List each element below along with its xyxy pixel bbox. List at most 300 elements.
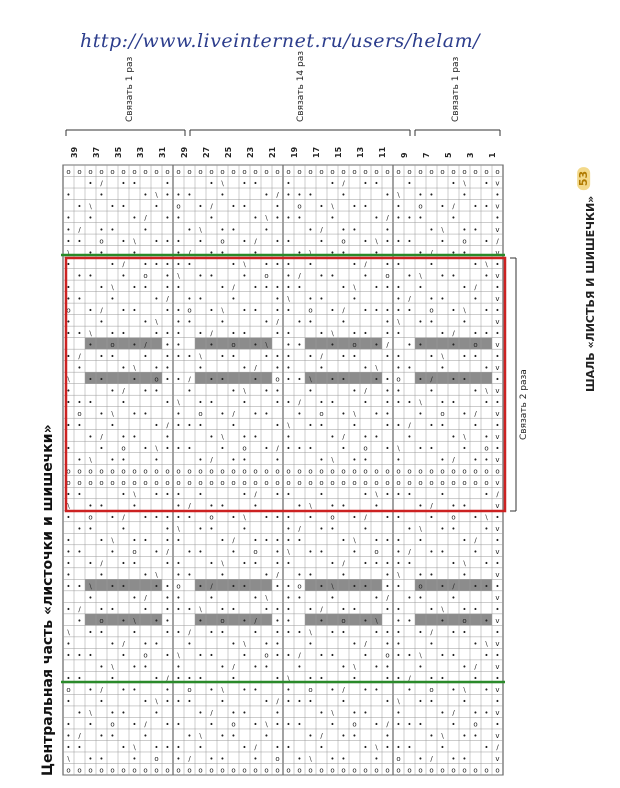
stitch-symbol: • <box>176 663 181 672</box>
stitch-symbol: • <box>187 260 192 269</box>
stitch-symbol: o <box>418 467 423 476</box>
stitch-symbol: • <box>264 283 269 292</box>
stitch-symbol: o <box>121 168 126 177</box>
stitch-symbol: • <box>396 617 401 626</box>
stitch-symbol: • <box>385 386 390 395</box>
stitch-symbol: o <box>396 478 401 487</box>
stitch-symbol: • <box>154 386 159 395</box>
stitch-symbol: • <box>462 501 467 510</box>
stitch-symbol: \ <box>243 386 246 395</box>
stitch-symbol: • <box>165 582 170 591</box>
stitch-symbol: • <box>385 375 390 384</box>
stitch-symbol: o <box>451 766 456 775</box>
stitch-symbol: • <box>418 663 423 672</box>
stitch-symbol: v <box>495 755 500 764</box>
stitch-symbol: • <box>286 720 291 729</box>
stitch-symbol: o <box>429 168 434 177</box>
stitch-symbol: \ <box>89 709 92 718</box>
stitch-symbol: o <box>484 467 489 476</box>
stitch-symbol: • <box>440 363 445 372</box>
stitch-symbol: o <box>264 271 269 280</box>
stitch-symbol: • <box>319 674 324 683</box>
stitch-symbol: / <box>100 179 103 188</box>
stitch-symbol: • <box>341 501 346 510</box>
row-number: 9 <box>400 152 409 158</box>
stitch-symbol: o <box>66 306 71 315</box>
stitch-symbol: • <box>319 525 324 533</box>
stitch-symbol: o <box>231 168 236 177</box>
stitch-symbol: • <box>209 306 214 315</box>
stitch-symbol: \ <box>287 421 290 430</box>
stitch-symbol: • <box>176 720 181 729</box>
stitch-symbol: o <box>297 766 302 775</box>
stitch-symbol: • <box>231 386 236 395</box>
stitch-symbol: \ <box>155 191 158 200</box>
stitch-symbol: • <box>121 743 126 752</box>
stitch-symbol: • <box>319 617 324 626</box>
stitch-symbol: • <box>308 386 313 395</box>
stitch-symbol: o <box>231 766 236 775</box>
stitch-symbol: • <box>352 605 357 614</box>
stitch-symbol: v <box>495 409 500 418</box>
stitch-symbol: • <box>495 536 500 545</box>
stitch-symbol: / <box>474 409 477 418</box>
stitch-symbol: o <box>374 168 379 177</box>
stitch-symbol: • <box>99 571 104 580</box>
stitch-symbol: • <box>429 294 434 303</box>
stitch-symbol: o <box>385 478 390 487</box>
stitch-symbol: • <box>275 536 280 545</box>
stitch-symbol: o <box>198 766 203 775</box>
stitch-symbol: • <box>286 444 291 453</box>
stitch-symbol: • <box>231 582 236 591</box>
stitch-symbol: v <box>495 317 500 326</box>
stitch-symbol: • <box>396 455 401 464</box>
stitch-symbol: • <box>66 720 71 729</box>
stitch-symbol: • <box>352 732 357 741</box>
row-number: 23 <box>246 146 255 158</box>
stitch-symbol: • <box>88 271 93 280</box>
stitch-symbol: o <box>187 686 192 695</box>
stitch-symbol: \ <box>441 352 444 361</box>
stitch-symbol: • <box>297 248 302 257</box>
stitch-symbol: • <box>165 490 170 499</box>
stitch-symbol: • <box>451 651 456 660</box>
stitch-symbol: • <box>363 202 368 211</box>
stitch-symbol: • <box>143 283 148 292</box>
stitch-symbol: • <box>440 294 445 303</box>
stitch-symbol: \ <box>243 513 246 522</box>
stitch-symbol: o <box>418 478 423 487</box>
stitch-symbol: • <box>385 283 390 292</box>
stitch-symbol: • <box>209 594 214 603</box>
stitch-symbol: • <box>495 191 500 200</box>
stitch-symbol: • <box>66 536 71 545</box>
stitch-symbol: • <box>132 720 137 729</box>
stitch-symbol: • <box>495 283 500 292</box>
stitch-symbol: • <box>187 317 192 326</box>
stitch-symbol: o <box>330 513 335 522</box>
stitch-symbol: o <box>418 582 423 591</box>
stitch-symbol: • <box>330 686 335 695</box>
stitch-symbol: v <box>495 732 500 741</box>
stitch-symbol: / <box>232 283 235 292</box>
stitch-symbol: • <box>330 271 335 280</box>
page-header-title: ШАЛЬ «ЛИСТЬЯ И ШИШЕЧКИ» <box>584 195 597 392</box>
stitch-symbol: • <box>99 536 104 545</box>
stitch-symbol: • <box>242 686 247 695</box>
stitch-symbol: • <box>88 525 93 533</box>
stitch-symbol: • <box>176 490 181 499</box>
stitch-symbol: • <box>165 605 170 614</box>
stitch-symbol: • <box>473 732 478 741</box>
stitch-symbol: • <box>198 617 203 626</box>
stitch-symbol: • <box>440 582 445 591</box>
stitch-symbol: • <box>176 214 181 223</box>
stitch-symbol: \ <box>419 398 422 407</box>
stitch-symbol: \ <box>331 329 334 338</box>
stitch-symbol: • <box>451 340 456 349</box>
stitch-symbol: • <box>308 225 313 234</box>
stitch-symbol: • <box>176 743 181 752</box>
stitch-symbol: • <box>495 674 500 683</box>
stitch-symbol: • <box>165 720 170 729</box>
stitch-symbol: • <box>143 571 148 580</box>
stitch-symbol: o <box>198 478 203 487</box>
stitch-symbol: o <box>352 720 357 729</box>
stitch-symbol: • <box>330 306 335 315</box>
stitch-symbol: • <box>462 225 467 234</box>
stitch-symbol: o <box>110 467 115 476</box>
stitch-symbol: • <box>374 559 379 568</box>
stitch-symbol: \ <box>133 743 136 752</box>
stitch-symbol: • <box>396 605 401 614</box>
stitch-symbol: • <box>121 651 126 660</box>
stitch-symbol: • <box>187 548 192 557</box>
stitch-symbol: • <box>308 294 313 303</box>
stitch-symbol: \ <box>419 271 422 280</box>
stitch-symbol: • <box>385 329 390 338</box>
stitch-symbol: • <box>88 214 93 223</box>
stitch-symbol: • <box>176 755 181 764</box>
stitch-symbol: • <box>374 179 379 188</box>
stitch-symbol: • <box>429 697 434 706</box>
stitch-symbol: o <box>473 467 478 476</box>
stitch-symbol: / <box>430 501 433 510</box>
stitch-symbol: / <box>254 490 257 499</box>
stitch-symbol: • <box>253 375 258 384</box>
stitch-symbol: • <box>418 283 423 292</box>
stitch-symbol: • <box>495 398 500 407</box>
stitch-symbol: o <box>440 409 445 418</box>
stitch-symbol: • <box>341 755 346 764</box>
stitch-symbol: • <box>264 640 269 649</box>
stitch-symbol: / <box>298 271 301 280</box>
stitch-symbol: • <box>198 237 203 246</box>
stitch-symbol: • <box>176 317 181 326</box>
stitch-symbol: o <box>407 168 412 177</box>
stitch-symbol: • <box>242 306 247 315</box>
stitch-symbol: / <box>210 455 213 464</box>
stitch-symbol: • <box>495 329 500 338</box>
stitch-symbol: • <box>495 421 500 430</box>
stitch-symbol: \ <box>309 755 312 764</box>
stitch-symbol: • <box>253 283 258 292</box>
stitch-symbol: v <box>495 432 500 441</box>
stitch-symbol: • <box>187 605 192 614</box>
stitch-symbol: • <box>66 444 71 453</box>
stitch-symbol: • <box>209 214 214 223</box>
stitch-symbol: • <box>132 686 137 695</box>
stitch-symbol: • <box>165 306 170 315</box>
stitch-symbol: • <box>352 582 357 591</box>
stitch-symbol: • <box>473 582 478 591</box>
stitch-symbol: • <box>176 237 181 246</box>
shaded-band <box>195 372 272 384</box>
stitch-symbol: v <box>495 525 500 533</box>
stitch-symbol: • <box>286 536 291 545</box>
stitch-symbol: • <box>407 559 412 568</box>
stitch-symbol: • <box>286 352 291 361</box>
stitch-symbol: • <box>385 640 390 649</box>
stitch-symbol: / <box>188 375 191 384</box>
stitch-symbol: • <box>286 271 291 280</box>
stitch-symbol: • <box>374 536 379 545</box>
stitch-symbol: • <box>385 732 390 741</box>
stitch-symbol: o <box>66 686 71 695</box>
stitch-symbol: \ <box>441 605 444 614</box>
stitch-symbol: • <box>484 686 489 695</box>
stitch-symbol: • <box>429 386 434 395</box>
stitch-symbol: o <box>154 375 159 384</box>
stitch-symbol: / <box>474 536 477 545</box>
stitch-symbol: • <box>385 409 390 418</box>
stitch-symbol: o <box>77 467 82 476</box>
stitch-symbol: • <box>341 444 346 453</box>
stitch-symbol: / <box>408 548 411 557</box>
stitch-symbol: / <box>408 421 411 430</box>
stitch-symbol: • <box>132 432 137 441</box>
stitch-symbol: • <box>220 755 225 764</box>
stitch-symbol: / <box>364 260 367 269</box>
stitch-symbol: • <box>88 686 93 695</box>
stitch-symbol: • <box>275 294 280 303</box>
stitch-symbol: • <box>440 329 445 338</box>
stitch-symbol: / <box>298 525 301 533</box>
stitch-symbol: o <box>88 467 93 476</box>
stitch-symbol: / <box>122 640 125 649</box>
stitch-symbol: • <box>77 202 82 211</box>
stitch-symbol: • <box>407 651 412 660</box>
stitch-symbol: • <box>396 260 401 269</box>
stitch-symbol: • <box>143 605 148 614</box>
stitch-symbol: • <box>286 306 291 315</box>
stitch-symbol: o <box>110 720 115 729</box>
stitch-symbol: • <box>165 283 170 292</box>
stitch-symbol: • <box>242 525 247 533</box>
stitch-symbol: • <box>110 329 115 338</box>
stitch-symbol: • <box>209 525 214 533</box>
stitch-symbol: • <box>275 202 280 211</box>
stitch-symbol: • <box>418 501 423 510</box>
stitch-symbol: • <box>286 214 291 223</box>
stitch-symbol: o <box>132 467 137 476</box>
stitch-symbol: o <box>451 478 456 487</box>
row-number: 15 <box>334 146 343 158</box>
stitch-symbol: • <box>165 329 170 338</box>
stitch-symbol: • <box>110 709 115 718</box>
stitch-symbol: • <box>396 202 401 211</box>
stitch-symbol: • <box>154 582 159 591</box>
stitch-symbol: • <box>374 720 379 729</box>
stitch-symbol: o <box>220 766 225 775</box>
stitch-symbol: \ <box>221 179 224 188</box>
stitch-symbol: o <box>330 766 335 775</box>
stitch-symbol: o <box>297 478 302 487</box>
stitch-symbol: • <box>418 594 423 603</box>
stitch-symbol: • <box>396 490 401 499</box>
stitch-symbol: • <box>396 421 401 430</box>
stitch-symbol: • <box>77 294 82 303</box>
stitch-symbol: • <box>286 363 291 372</box>
stitch-symbol: • <box>154 421 159 430</box>
stitch-symbol: • <box>385 421 390 430</box>
repeat-label-top-left: Связать 1 раз <box>125 56 135 122</box>
stitch-symbol: • <box>231 329 236 338</box>
stitch-symbol: • <box>429 317 434 326</box>
stitch-symbol: • <box>429 444 434 453</box>
stitch-symbol: o <box>495 766 500 775</box>
stitch-symbol: • <box>330 501 335 510</box>
stitch-symbol: • <box>484 455 489 464</box>
stitch-symbol: o <box>363 766 368 775</box>
stitch-symbol: / <box>342 179 345 188</box>
stitch-symbol: • <box>484 271 489 280</box>
stitch-symbol: • <box>77 674 82 683</box>
stitch-symbol: • <box>308 674 313 683</box>
stitch-symbol: o <box>440 478 445 487</box>
stitch-symbol: • <box>99 501 104 510</box>
stitch-symbol: • <box>66 294 71 303</box>
stitch-symbol: • <box>374 686 379 695</box>
stitch-symbol: \ <box>67 375 70 384</box>
stitch-symbol: \ <box>133 237 136 246</box>
stitch-symbol: • <box>176 248 181 257</box>
stitch-symbol: o <box>473 766 478 775</box>
stitch-symbol: o <box>319 168 324 177</box>
stitch-symbol: • <box>99 317 104 326</box>
stitch-symbol: • <box>484 432 489 441</box>
stitch-symbol: • <box>308 571 313 580</box>
stitch-symbol: • <box>484 559 489 568</box>
stitch-symbol: • <box>264 571 269 580</box>
stitch-symbol: • <box>396 363 401 372</box>
stitch-symbol: v <box>495 179 500 188</box>
stitch-symbol: o <box>99 467 104 476</box>
stitch-symbol: / <box>78 605 81 614</box>
stitch-symbol: • <box>440 548 445 557</box>
stitch-symbol: • <box>330 525 335 533</box>
stitch-symbol: • <box>121 179 126 188</box>
stitch-symbol: \ <box>485 386 488 395</box>
stitch-symbol: o <box>440 766 445 775</box>
stitch-symbol: • <box>418 571 423 580</box>
stitch-symbol: • <box>198 329 203 338</box>
stitch-symbol: • <box>231 513 236 522</box>
stitch-symbol: / <box>188 628 191 637</box>
stitch-symbol: • <box>154 202 159 211</box>
repeat-label-top-right: Связать 1 раз <box>451 56 461 122</box>
stitch-symbol: • <box>297 536 302 545</box>
stitch-symbol: • <box>319 294 324 303</box>
stitch-symbol: • <box>385 743 390 752</box>
stitch-symbol: o <box>484 478 489 487</box>
stitch-symbol: / <box>276 444 279 453</box>
stitch-symbol: • <box>275 455 280 464</box>
stitch-symbol: • <box>220 352 225 361</box>
stitch-symbol: • <box>264 225 269 234</box>
stitch-symbol: • <box>473 548 478 557</box>
stitch-symbol: • <box>374 283 379 292</box>
stitch-symbol: • <box>176 340 181 349</box>
stitch-symbol: • <box>88 432 93 441</box>
stitch-symbol: • <box>220 225 225 234</box>
stitch-symbol: • <box>165 260 170 269</box>
stitch-symbol: • <box>286 398 291 407</box>
stitch-symbol: \ <box>419 525 422 533</box>
stitch-symbol: • <box>143 513 148 522</box>
stitch-symbol: • <box>352 455 357 464</box>
stitch-symbol: • <box>308 732 313 741</box>
stitch-symbol: v <box>495 340 500 349</box>
stitch-symbol: • <box>286 743 291 752</box>
stitch-symbol: • <box>319 490 324 499</box>
stitch-symbol: • <box>165 651 170 660</box>
stitch-symbol: • <box>220 191 225 200</box>
stitch-symbol: • <box>275 548 280 557</box>
stitch-symbol: • <box>121 582 126 591</box>
stitch-symbol: • <box>231 548 236 557</box>
stitch-symbol: • <box>154 548 159 557</box>
stitch-symbol: o <box>143 271 148 280</box>
stitch-symbol: o <box>176 582 181 591</box>
stitch-symbol: • <box>308 605 313 614</box>
stitch-symbol: • <box>231 732 236 741</box>
stitch-symbol: • <box>77 743 82 752</box>
stitch-symbol: • <box>264 697 269 706</box>
stitch-symbol: • <box>154 640 159 649</box>
stitch-symbol: • <box>363 525 368 533</box>
stitch-symbol: • <box>242 559 247 568</box>
stitch-symbol: o <box>253 168 258 177</box>
stitch-symbol: v <box>495 248 500 257</box>
stitch-symbol: • <box>462 571 467 580</box>
stitch-symbol: o <box>198 467 203 476</box>
stitch-symbol: • <box>495 605 500 614</box>
stitch-symbol: • <box>209 559 214 568</box>
stitch-symbol: • <box>374 594 379 603</box>
stitch-symbol: • <box>451 179 456 188</box>
stitch-symbol: • <box>418 444 423 453</box>
stitch-symbol: o <box>462 766 467 775</box>
stitch-symbol: v <box>495 225 500 234</box>
stitch-symbol: o <box>429 478 434 487</box>
stitch-symbol: o <box>363 467 368 476</box>
stitch-symbol: • <box>198 490 203 499</box>
stitch-symbol: • <box>132 214 137 223</box>
stitch-symbol: • <box>495 214 500 223</box>
stitch-symbol: • <box>176 628 181 637</box>
